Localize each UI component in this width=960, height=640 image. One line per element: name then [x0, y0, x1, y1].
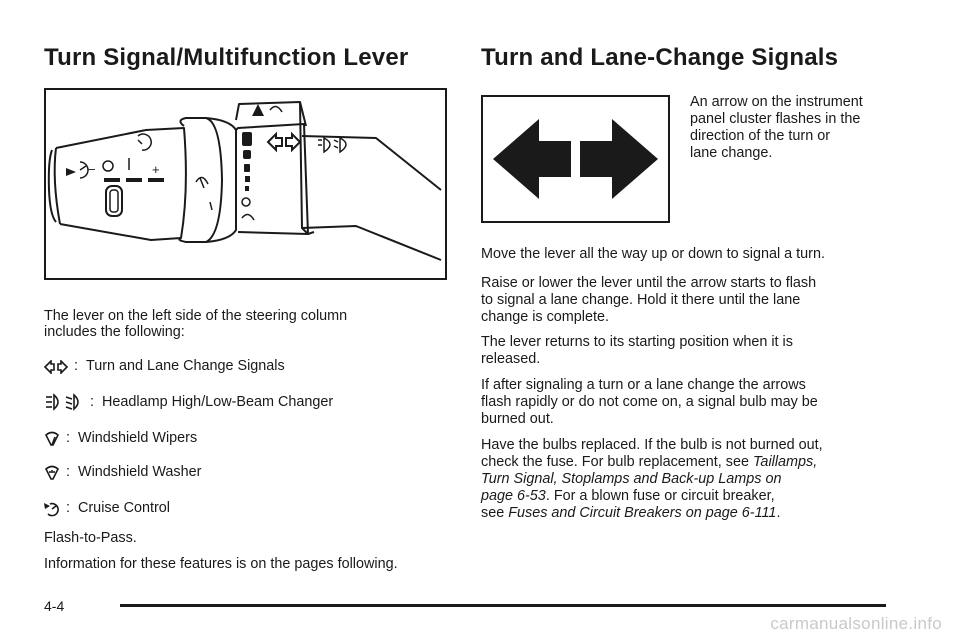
separator: :	[66, 464, 70, 480]
separator: :	[66, 500, 70, 516]
stalk-turn-arrows-icon	[268, 134, 300, 150]
feature-headlamp	[44, 393, 333, 411]
text-span: check the fuse. For bulb replacement, see	[481, 454, 753, 470]
para-raise-2: to signal a lane change. Hold it there until the lane	[481, 292, 801, 308]
feature-label: Cruise Control	[78, 500, 170, 516]
arrow-desc-2: panel cluster flashes in the	[690, 111, 861, 127]
turn-arrows-figure	[481, 95, 670, 223]
windshield-wiper-icon	[44, 431, 60, 447]
para-move-lever: Move the lever all the way up or down to signal a turn.	[481, 246, 825, 262]
text-span: .	[776, 505, 781, 521]
windshield-washer-icon	[44, 465, 60, 481]
watermark: carmanualsonline.info	[770, 614, 942, 633]
heading-turn-lane-change: Turn and Lane-Change Signals	[481, 44, 839, 71]
text-span: see	[481, 505, 509, 521]
arrow-desc-4: lane change.	[690, 145, 773, 161]
para-raise-1: Raise or lower the lever until the arrow starts to flash	[481, 275, 817, 291]
info-following: Information for these features is on the pages following.	[44, 556, 398, 572]
cruise-minus-label: −	[88, 162, 96, 177]
link-page-6-53[interactable]: page 6-53	[481, 488, 546, 504]
para-arrows-2: flash rapidly or do not come on, a signal bulb may be	[481, 394, 818, 410]
footer-rule	[120, 604, 886, 607]
separator: :	[66, 430, 70, 446]
feature-wipers	[44, 430, 197, 447]
feature-washer	[44, 464, 201, 481]
para-bulbs-5	[481, 505, 780, 522]
lever-illustration	[44, 88, 447, 280]
para-bulbs-1: Have the bulbs replaced. If the bulb is not burned out,	[481, 437, 823, 453]
para-returns-1: The lever returns to its starting position when it is	[481, 334, 793, 350]
headlamp-beam-icon	[44, 393, 84, 411]
text-span: . For a blown fuse or circuit breaker,	[545, 488, 775, 504]
separator: :	[90, 393, 94, 410]
feature-label: Windshield Washer	[78, 464, 202, 480]
page-number: 4-4	[44, 598, 65, 614]
intro-line-2: includes the following:	[44, 324, 185, 340]
link-taillamps-cont[interactable]: Turn Signal, Stoplamps and Back-up Lamps on	[481, 471, 782, 487]
arrow-desc-1: An arrow on the instrument	[690, 94, 863, 110]
link-taillamps[interactable]: Taillamps,	[752, 454, 818, 470]
para-bulbs-2	[481, 454, 817, 471]
para-arrows-1: If after signaling a turn or a lane change the arrows	[481, 377, 806, 393]
feature-turn-signals	[44, 358, 285, 375]
feature-label: Headlamp High/Low-Beam Changer	[102, 393, 334, 410]
feature-label: Windshield Wipers	[78, 430, 198, 446]
para-bulbs-4	[481, 488, 775, 505]
para-raise-3: change is complete.	[481, 309, 609, 325]
wiper-ring-icon	[196, 177, 212, 210]
multifunction-lever-drawing	[46, 90, 445, 278]
turn-signal-arrows-icon	[44, 360, 68, 374]
arrow-desc-3: direction of the turn or	[690, 128, 830, 144]
intro-line-1: The lever on the left side of the steering column	[44, 308, 348, 324]
flash-to-pass: Flash-to-Pass.	[44, 530, 137, 546]
para-arrows-3: burned out.	[481, 411, 554, 427]
separator: :	[74, 358, 78, 374]
cruise-plus-label: +	[152, 162, 160, 177]
cruise-control-icon	[44, 501, 60, 517]
para-returns-2: released.	[481, 351, 541, 367]
heading-turn-signal-lever: Turn Signal/Multifunction Lever	[44, 44, 409, 71]
turn-arrows-icon	[483, 97, 668, 221]
wiper-speed-marks	[242, 104, 264, 191]
feature-cruise	[44, 500, 170, 517]
feature-label: Turn and Lane Change Signals	[86, 358, 285, 374]
link-fuses[interactable]: Fuses and Circuit Breakers on page 6-111	[508, 505, 777, 521]
para-bulbs-3	[481, 471, 782, 488]
